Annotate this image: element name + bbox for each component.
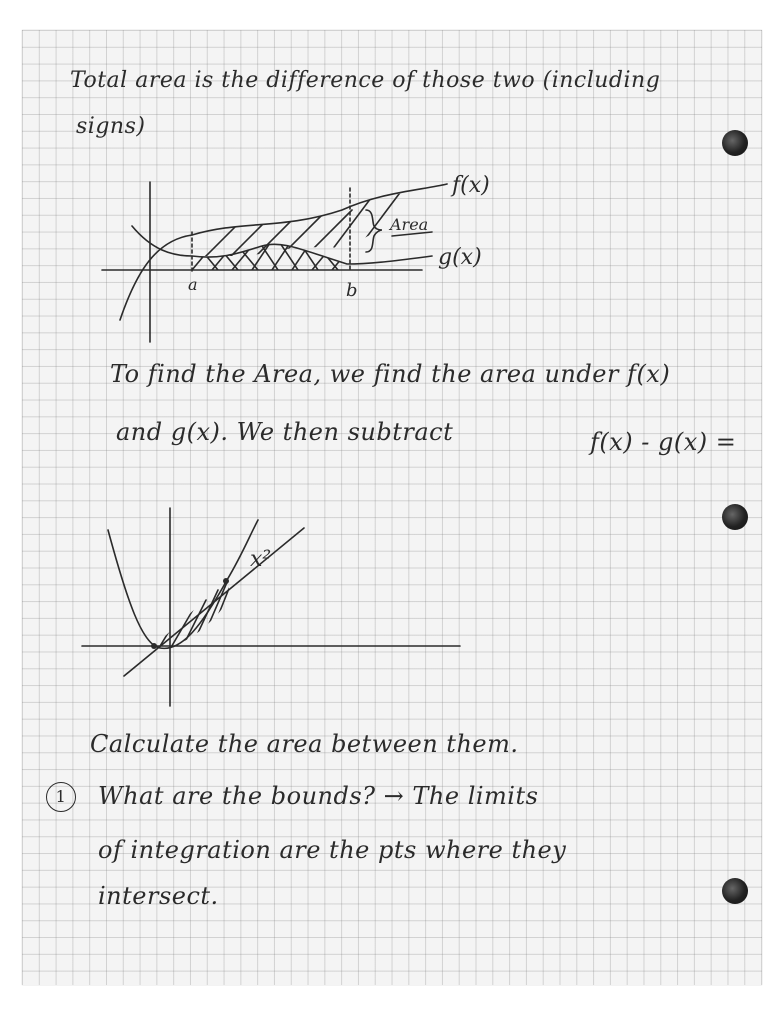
notebook-page bbox=[22, 30, 762, 985]
parabola-line-graph bbox=[82, 500, 482, 720]
punch-hole-bottom bbox=[722, 878, 748, 904]
question-line-2: of integration are the pts where they bbox=[98, 836, 567, 864]
note-line-1: Total area is the difference of those two (including bbox=[70, 68, 661, 93]
graph2-intersection-left bbox=[151, 643, 157, 649]
graph1-upper-hatching bbox=[192, 190, 402, 270]
graph2-line bbox=[124, 528, 304, 676]
calc-line: Calculate the area between them. bbox=[90, 730, 519, 758]
punch-hole-middle bbox=[722, 504, 748, 530]
graph2-intersection-right bbox=[223, 578, 229, 584]
para1-line-2: and g(x). We then subtract bbox=[116, 418, 454, 446]
graph1-b-label: b bbox=[346, 280, 358, 301]
question-line-1: What are the bounds? → The limits bbox=[98, 782, 539, 810]
graph2-curve-label: x² bbox=[250, 547, 272, 572]
question-number: 1 bbox=[55, 787, 67, 806]
graph1-g-label: g(x) bbox=[438, 245, 482, 270]
graph1-area-brace bbox=[366, 210, 382, 252]
para1-formula: f(x) - g(x) = bbox=[590, 428, 737, 456]
punch-hole-top bbox=[722, 130, 748, 156]
graph1-a-label: a bbox=[188, 275, 198, 294]
para1-line-1: To find the Area, we find the area under f(x) bbox=[110, 360, 671, 388]
graph1-area-label: Area bbox=[390, 215, 429, 234]
area-between-curves-graph bbox=[102, 170, 522, 350]
question-line-3: intersect. bbox=[98, 882, 219, 910]
question-number-circle bbox=[46, 782, 76, 812]
graph1-f-label: f(x) bbox=[452, 173, 490, 198]
note-line-2: signs) bbox=[76, 114, 146, 139]
